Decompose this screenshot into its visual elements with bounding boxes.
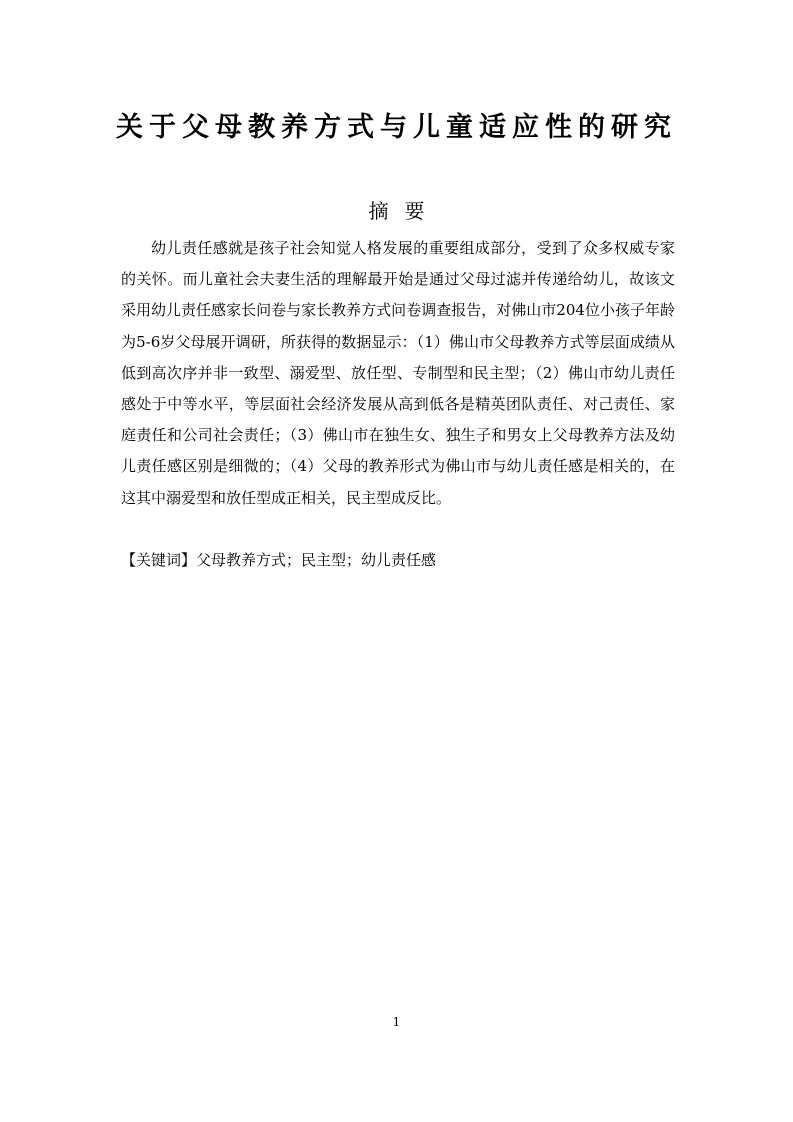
abstract-heading: 摘要 xyxy=(368,199,441,223)
keywords-text: 父母教养方式；民主型；幼儿责任感 xyxy=(196,551,437,569)
document-title: 关于父母教养方式与儿童适应性的研究 xyxy=(116,112,677,143)
abstract-paragraph: 幼儿责任感就是孩子社会知觉人格发展的重要组成部分，受到了众多权威专家的关怀。而儿童社会夫妻生活的理解最开始是通过父母过滤并传递给幼儿，故该文采用幼儿责任感家长问卷与家长教养方式问卷调查报告，对佛山市204位小孩子年龄为5-6岁父母展开调研，所获得的数据显示：（1）佛山市父母教养方式等层面成绩从低到高次序并非一致型、溺爱型、放任型、专制型和民主型；（2）佛山市幼儿责任感处于中等水平，等层面社会经济发展从高到低各是精英团队责任、对己责任、家庭责任和公司社会责任；（3）佛山市在独生女、独生子和男女上父母教养方法及幼儿责任感区别是细微的；（4）父母的教养形式为佛山市与幼儿责任感是相关的，在这其中溺爱型和放任型成正相关，民主型成反比。 xyxy=(121,239,675,507)
page-number: 1 xyxy=(392,1015,401,1029)
keywords-label: 【关键词】 xyxy=(121,551,197,569)
keywords-line xyxy=(121,546,675,574)
